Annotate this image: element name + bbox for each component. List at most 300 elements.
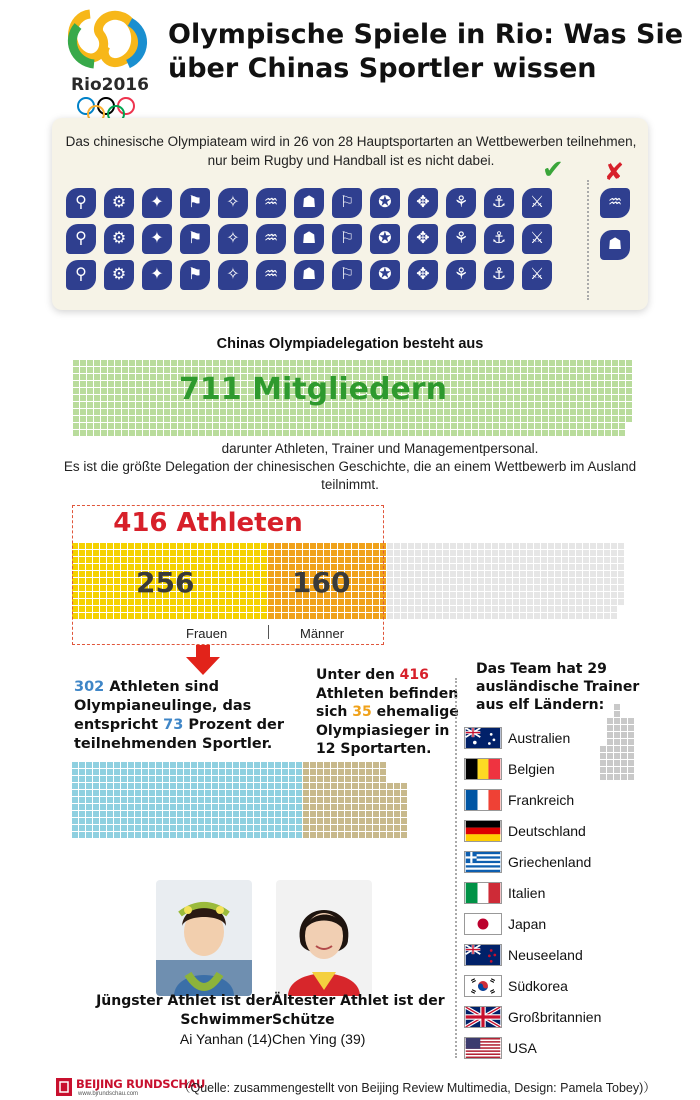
delegation-grid-cell bbox=[577, 402, 583, 408]
newcomers-grid-cell bbox=[79, 790, 85, 796]
delegation-grid-cell bbox=[612, 416, 618, 422]
athlete-grid-cell bbox=[611, 550, 617, 556]
athlete-grid-cell bbox=[569, 564, 575, 570]
newcomers-grid-cell bbox=[401, 804, 407, 810]
athlete-grid-cell bbox=[492, 543, 498, 549]
athlete-grid-cell bbox=[464, 599, 470, 605]
delegation-grid-cell bbox=[234, 409, 240, 415]
sport-pictogram-icon: ✧ bbox=[218, 188, 248, 218]
delegation-grid-cell bbox=[115, 409, 121, 415]
newcomers-grid-cell bbox=[247, 825, 253, 831]
athlete-grid-cell bbox=[618, 571, 624, 577]
country-name: Frankreich bbox=[508, 791, 575, 808]
athlete-grid-cell bbox=[597, 564, 603, 570]
delegation-grid-cell bbox=[150, 416, 156, 422]
rio-2016-logo bbox=[60, 6, 160, 124]
newcomers-grid-cell bbox=[261, 790, 267, 796]
delegation-grid-cell bbox=[171, 409, 177, 415]
athlete-grid-cell bbox=[520, 613, 526, 619]
newcomers-grid-cell bbox=[345, 825, 351, 831]
newcomers-grid-cell bbox=[268, 832, 274, 838]
newcomers-grid-cell bbox=[296, 811, 302, 817]
newcomers-grid-cell bbox=[72, 762, 78, 768]
country-name: Griechenland bbox=[508, 853, 592, 870]
delegation-grid-cell bbox=[486, 416, 492, 422]
athlete-grid-cell bbox=[429, 592, 435, 598]
sport-pictogram-icon: ⚙ bbox=[104, 188, 134, 218]
newcomers-grid-cell bbox=[296, 825, 302, 831]
newcomers-grid-cell bbox=[86, 762, 92, 768]
newcomers-grid-cell bbox=[86, 797, 92, 803]
newcomers-grid-cell bbox=[191, 783, 197, 789]
newcomers-grid-cell bbox=[394, 811, 400, 817]
newcomers-grid-cell bbox=[289, 804, 295, 810]
newcomers-grid-cell bbox=[114, 776, 120, 782]
champions-text-part-3: ehemalige Olympiasieger in 12 Sportarten. bbox=[316, 704, 459, 757]
newcomers-grid-cell bbox=[254, 783, 260, 789]
delegation-grid-cell bbox=[577, 381, 583, 387]
newcomers-grid-cell bbox=[100, 776, 106, 782]
athlete-grid-cell bbox=[443, 599, 449, 605]
delegation-grid-cell bbox=[269, 416, 275, 422]
newcomers-grid-cell bbox=[247, 790, 253, 796]
delegation-grid-cell bbox=[423, 423, 429, 429]
delegation-grid-cell bbox=[577, 388, 583, 394]
athlete-grid-cell bbox=[569, 585, 575, 591]
newcomers-grid-cell bbox=[114, 762, 120, 768]
delegation-grid-cell bbox=[542, 430, 548, 436]
newcomers-grid-cell bbox=[128, 832, 134, 838]
athlete-grid-cell bbox=[492, 557, 498, 563]
newcomers-grid-cell bbox=[247, 811, 253, 817]
athlete-grid-cell bbox=[555, 599, 561, 605]
athlete-grid-cell bbox=[478, 550, 484, 556]
athlete-grid-cell bbox=[513, 571, 519, 577]
country-item bbox=[464, 877, 664, 908]
athlete-grid-cell bbox=[618, 543, 624, 549]
delegation-grid-cell bbox=[416, 360, 422, 366]
delegation-grid-cell bbox=[122, 409, 128, 415]
country-item bbox=[464, 939, 664, 970]
athlete-grid-cell bbox=[548, 571, 554, 577]
newcomers-grid-cell bbox=[338, 783, 344, 789]
newcomers-grid-cell bbox=[198, 832, 204, 838]
newcomers-grid-cell bbox=[331, 776, 337, 782]
newcomers-grid-cell bbox=[296, 804, 302, 810]
newcomers-grid-cell bbox=[86, 776, 92, 782]
athlete-grid-cell bbox=[569, 599, 575, 605]
newcomers-grid-cell bbox=[142, 769, 148, 775]
delegation-grid-cell bbox=[241, 409, 247, 415]
newcomers-grid-cell bbox=[275, 804, 281, 810]
delegation-grid-cell bbox=[353, 416, 359, 422]
delegation-grid-cell bbox=[521, 430, 527, 436]
newcomers-grid-cell bbox=[79, 832, 85, 838]
delegation-grid-cell bbox=[619, 423, 625, 429]
newcomers-grid-cell bbox=[170, 804, 176, 810]
athlete-grid-cell bbox=[548, 606, 554, 612]
athlete-grid-cell bbox=[422, 585, 428, 591]
delegation-grid-cell bbox=[94, 423, 100, 429]
delegation-grid-cell bbox=[290, 409, 296, 415]
delegation-grid-cell bbox=[227, 360, 233, 366]
newcomers-grid-cell bbox=[268, 804, 274, 810]
athlete-grid-cell bbox=[548, 557, 554, 563]
delegation-grid-cell bbox=[73, 360, 79, 366]
athlete-grid-cell bbox=[401, 550, 407, 556]
newcomers-grid-cell bbox=[79, 804, 85, 810]
newcomers-grid-cell bbox=[296, 818, 302, 824]
delegation-grid-cell bbox=[472, 416, 478, 422]
delegation-grid-cell bbox=[164, 360, 170, 366]
delegation-grid-cell bbox=[101, 360, 107, 366]
athlete-grid-cell bbox=[520, 592, 526, 598]
athlete-grid-cell bbox=[597, 606, 603, 612]
newcomers-grid-cell bbox=[226, 797, 232, 803]
athlete-grid-cell bbox=[534, 571, 540, 577]
newcomers-grid-cell bbox=[317, 832, 323, 838]
newcomers-grid-cell bbox=[394, 832, 400, 838]
newcomers-grid-cell bbox=[191, 818, 197, 824]
delegation-grid-cell bbox=[185, 430, 191, 436]
athlete-grid-cell bbox=[506, 606, 512, 612]
delegation-grid-cell bbox=[458, 416, 464, 422]
athlete-grid-cell bbox=[597, 543, 603, 549]
delegation-grid-cell bbox=[612, 367, 618, 373]
newcomers-grid-cell bbox=[128, 769, 134, 775]
newcomers-grid-cell bbox=[352, 811, 358, 817]
athlete-grid-cell bbox=[548, 564, 554, 570]
athlete-grid-cell bbox=[576, 592, 582, 598]
delegation-grid-cell bbox=[304, 423, 310, 429]
athlete-grid-cell bbox=[457, 613, 463, 619]
athlete-grid-cell bbox=[387, 613, 393, 619]
athlete-grid-cell bbox=[401, 585, 407, 591]
newcomers-grid-cell bbox=[247, 769, 253, 775]
delegation-grid-cell bbox=[479, 409, 485, 415]
newcomers-grid-cell bbox=[170, 818, 176, 824]
newcomers-grid-cell bbox=[114, 804, 120, 810]
delegation-grid-cell bbox=[556, 416, 562, 422]
delegation-grid-cell bbox=[255, 360, 261, 366]
newcomers-grid-cell bbox=[296, 797, 302, 803]
delegation-grid-cell bbox=[514, 423, 520, 429]
delegation-grid-cell bbox=[255, 416, 261, 422]
athlete-grid-cell bbox=[387, 606, 393, 612]
logo-text: Rio2016 bbox=[71, 75, 149, 95]
delegation-grid-cell bbox=[311, 423, 317, 429]
delegation-grid-cell bbox=[269, 423, 275, 429]
delegation-grid-cell bbox=[605, 360, 611, 366]
newcomers-grid-cell bbox=[240, 776, 246, 782]
delegation-grid-cell bbox=[626, 388, 632, 394]
delegation-grid-cell bbox=[374, 360, 380, 366]
athlete-grid-cell bbox=[520, 557, 526, 563]
sport-pictogram-icon: ✥ bbox=[408, 224, 438, 254]
newcomers-grid-cell bbox=[233, 762, 239, 768]
delegation-grid-cell bbox=[458, 409, 464, 415]
athlete-grid-cell bbox=[394, 606, 400, 612]
delegation-grid-cell bbox=[157, 430, 163, 436]
delegation-grid-cell bbox=[591, 409, 597, 415]
newcomers-grid-cell bbox=[219, 783, 225, 789]
delegation-grid-cell bbox=[283, 416, 289, 422]
newcomers-grid-cell bbox=[198, 825, 204, 831]
athlete-grid-cell bbox=[443, 585, 449, 591]
sport-pictogram-icon: ⚓ bbox=[484, 224, 514, 254]
country-item bbox=[464, 815, 664, 846]
delegation-grid-cell bbox=[304, 430, 310, 436]
newcomers-grid-cell bbox=[135, 783, 141, 789]
newcomers-grid-cell bbox=[317, 797, 323, 803]
newcomers-grid-cell bbox=[177, 804, 183, 810]
athlete-grid-cell bbox=[590, 564, 596, 570]
athlete-grid-cell bbox=[611, 571, 617, 577]
newcomers-grid-cell bbox=[79, 797, 85, 803]
delegation-grid-cell bbox=[129, 423, 135, 429]
delegation-grid-cell bbox=[556, 388, 562, 394]
delegation-grid-cell bbox=[612, 430, 618, 436]
delegation-grid-cell bbox=[437, 423, 443, 429]
athlete-grid-cell bbox=[513, 592, 519, 598]
newcomers-grid-cell bbox=[275, 776, 281, 782]
athlete-grid-cell bbox=[576, 578, 582, 584]
delegation-grid-cell bbox=[73, 423, 79, 429]
delegation-grid-cell bbox=[507, 430, 513, 436]
newcomers-grid-cell bbox=[72, 832, 78, 838]
newcomers-grid-cell bbox=[296, 762, 302, 768]
athlete-grid-cell bbox=[436, 571, 442, 577]
athlete-grid-cell bbox=[576, 564, 582, 570]
newcomers-grid-cell bbox=[121, 818, 127, 824]
newcomers-grid-cell bbox=[163, 769, 169, 775]
athlete-grid-cell bbox=[485, 571, 491, 577]
delegation-grid-cell bbox=[108, 360, 114, 366]
delegation-grid-cell bbox=[479, 360, 485, 366]
athlete-grid-cell bbox=[471, 599, 477, 605]
delegation-grid-cell bbox=[80, 416, 86, 422]
delegation-grid-cell bbox=[556, 367, 562, 373]
ai-yanhan-portrait bbox=[156, 880, 252, 996]
newcomers-text bbox=[74, 678, 304, 754]
athlete-grid-cell bbox=[415, 606, 421, 612]
newcomers-grid-cell bbox=[100, 797, 106, 803]
athlete-grid-cell bbox=[541, 599, 547, 605]
newcomers-grid-cell bbox=[107, 811, 113, 817]
athlete-grid-cell bbox=[387, 543, 393, 549]
newcomers-grid-cell bbox=[191, 832, 197, 838]
newcomers-grid-cell bbox=[226, 783, 232, 789]
athlete-grid-cell bbox=[611, 613, 617, 619]
athlete-grid-cell bbox=[408, 578, 414, 584]
sport-pictogram-icon: ⚐ bbox=[332, 260, 362, 290]
athlete-grid-cell bbox=[597, 550, 603, 556]
delegation-grid-cell bbox=[332, 360, 338, 366]
delegation-grid-cell bbox=[451, 416, 457, 422]
newcomers-grid-cell bbox=[163, 804, 169, 810]
sport-pictogram-icon: ☗ bbox=[294, 188, 324, 218]
delegation-grid-cell bbox=[297, 430, 303, 436]
athlete-grid-cell bbox=[555, 613, 561, 619]
delegation-grid-cell bbox=[619, 430, 625, 436]
delegation-grid-cell bbox=[598, 409, 604, 415]
champions-text-part-1: Unter den bbox=[316, 667, 400, 683]
newcomers-grid-cell bbox=[331, 762, 337, 768]
newcomers-grid-cell bbox=[240, 762, 246, 768]
delegation-grid-cell bbox=[304, 360, 310, 366]
delegation-grid-cell bbox=[395, 430, 401, 436]
athlete-grid-cell bbox=[401, 606, 407, 612]
delegation-grid-cell bbox=[612, 360, 618, 366]
newcomers-grid-cell bbox=[282, 825, 288, 831]
athlete-grid-cell bbox=[450, 599, 456, 605]
newcomers-grid-cell bbox=[219, 790, 225, 796]
newcomers-grid-cell bbox=[345, 776, 351, 782]
champions-text-part-2: Athleten befinden sich bbox=[316, 685, 459, 720]
sport-pictogram-icon: ⚘ bbox=[446, 260, 476, 290]
newcomers-grid-cell bbox=[163, 790, 169, 796]
athlete-grid-cell bbox=[415, 543, 421, 549]
delegation-grid-cell bbox=[381, 360, 387, 366]
newcomers-grid-cell bbox=[275, 832, 281, 838]
country-item bbox=[464, 846, 664, 877]
newcomers-grid-cell bbox=[107, 776, 113, 782]
delegation-grid-cell bbox=[493, 409, 499, 415]
athlete-grid-cell bbox=[471, 606, 477, 612]
athlete-grid-cell bbox=[513, 585, 519, 591]
delegation-grid-cell bbox=[612, 381, 618, 387]
newcomers-grid-cell bbox=[156, 776, 162, 782]
athlete-grid-cell bbox=[597, 613, 603, 619]
delegation-grid-cell bbox=[521, 423, 527, 429]
delegation-grid-cell bbox=[164, 409, 170, 415]
newcomers-grid-cell bbox=[296, 790, 302, 796]
delegation-grid-cell bbox=[535, 409, 541, 415]
flag-new-zealand-icon bbox=[464, 944, 502, 966]
newcomers-grid-cell bbox=[387, 818, 393, 824]
newcomers-grid-cell bbox=[170, 776, 176, 782]
athlete-grid-cell bbox=[471, 564, 477, 570]
newcomers-grid-cell bbox=[268, 797, 274, 803]
delegation-grid-cell bbox=[619, 360, 625, 366]
delegation-grid-cell bbox=[353, 360, 359, 366]
delegation-grid-cell bbox=[122, 416, 128, 422]
sport-pictogram-icon: ⚑ bbox=[180, 224, 210, 254]
athlete-grid-cell bbox=[499, 543, 505, 549]
athlete-grid-cell bbox=[597, 578, 603, 584]
delegation-grid-cell bbox=[437, 360, 443, 366]
newcomers-grid-cell bbox=[93, 832, 99, 838]
newcomers-grid-cell bbox=[212, 790, 218, 796]
athlete-grid-cell bbox=[422, 599, 428, 605]
athlete-grid-cell bbox=[604, 557, 610, 563]
athlete-grid-cell bbox=[520, 543, 526, 549]
delegation-grid-cell bbox=[304, 416, 310, 422]
newcomers-grid-cell bbox=[401, 811, 407, 817]
delegation-grid-cell bbox=[409, 360, 415, 366]
delegation-grid-cell bbox=[297, 360, 303, 366]
delegation-grid-cell bbox=[500, 360, 506, 366]
newcomers-grid-cell bbox=[198, 776, 204, 782]
delegation-grid-cell bbox=[528, 416, 534, 422]
athlete-grid-cell bbox=[527, 564, 533, 570]
delegation-grid-cell bbox=[451, 409, 457, 415]
newcomers-grid-cell bbox=[121, 783, 127, 789]
athlete-grid-cell bbox=[471, 585, 477, 591]
athlete-grid-cell bbox=[590, 557, 596, 563]
delegation-grid-cell bbox=[626, 381, 632, 387]
newcomers-grid-cell bbox=[212, 797, 218, 803]
newcomers-grid-cell bbox=[72, 797, 78, 803]
newcomers-grid-cell bbox=[205, 783, 211, 789]
newcomers-grid-cell bbox=[359, 797, 365, 803]
newcomers-grid-cell bbox=[394, 783, 400, 789]
newcomers-grid-cell bbox=[184, 804, 190, 810]
newcomers-grid-cell bbox=[170, 762, 176, 768]
athlete-grid-cell bbox=[576, 571, 582, 577]
delegation-grid-cell bbox=[430, 409, 436, 415]
newcomers-grid-cell bbox=[240, 818, 246, 824]
athlete-grid-cell bbox=[513, 564, 519, 570]
delegation-grid-cell bbox=[619, 381, 625, 387]
delegation-grid-cell bbox=[542, 360, 548, 366]
delegation-grid-cell bbox=[486, 430, 492, 436]
athlete-grid-cell bbox=[401, 578, 407, 584]
newcomers-grid-cell bbox=[289, 811, 295, 817]
athlete-grid-cell bbox=[555, 578, 561, 584]
athlete-grid-cell bbox=[387, 550, 393, 556]
newcomers-grid-cell bbox=[373, 762, 379, 768]
athlete-grid-cell bbox=[618, 578, 624, 584]
athlete-grid-cell bbox=[387, 585, 393, 591]
delegation-grid-cell bbox=[367, 430, 373, 436]
delegation-grid-cell bbox=[556, 374, 562, 380]
delegation-grid-cell bbox=[402, 430, 408, 436]
delegation-grid-cell bbox=[556, 409, 562, 415]
flag-germany-icon bbox=[464, 820, 502, 842]
athlete-grid-cell bbox=[464, 578, 470, 584]
delegation-grid-cell bbox=[150, 409, 156, 415]
athlete-grid-cell bbox=[506, 599, 512, 605]
newcomers-grid-cell bbox=[359, 804, 365, 810]
delegation-grid-cell bbox=[346, 430, 352, 436]
athlete-grid-cell bbox=[485, 543, 491, 549]
athlete-grid-cell bbox=[527, 557, 533, 563]
athlete-grid-cell bbox=[394, 571, 400, 577]
newcomers-grid-cell bbox=[338, 776, 344, 782]
delegation-grid-cell bbox=[395, 423, 401, 429]
newcomers-grid-cell bbox=[387, 804, 393, 810]
delegation-grid-cell bbox=[360, 430, 366, 436]
athlete-grid-cell bbox=[520, 550, 526, 556]
newcomers-grid-cell bbox=[338, 762, 344, 768]
athlete-grid-cell bbox=[450, 543, 456, 549]
delegation-grid-cell bbox=[493, 430, 499, 436]
newcomers-grid-cell bbox=[366, 811, 372, 817]
athlete-grid-cell bbox=[520, 606, 526, 612]
newcomers-grid-cell bbox=[240, 783, 246, 789]
athlete-grid-cell bbox=[527, 571, 533, 577]
newcomers-grid-cell bbox=[170, 797, 176, 803]
athlete-grid-cell bbox=[422, 571, 428, 577]
athlete-grid-cell bbox=[436, 550, 442, 556]
delegation-grid-cell bbox=[423, 416, 429, 422]
delegation-grid-cell bbox=[332, 430, 338, 436]
newcomers-grid-cell bbox=[177, 825, 183, 831]
newcomers-grid-cell bbox=[352, 804, 358, 810]
delegation-line-2: Es ist die größte Delegation der chinesischen Geschichte, die an einem Wettbewerb im Ausland teilnimmt. bbox=[63, 459, 637, 492]
newcomers-grid-cell bbox=[387, 825, 393, 831]
